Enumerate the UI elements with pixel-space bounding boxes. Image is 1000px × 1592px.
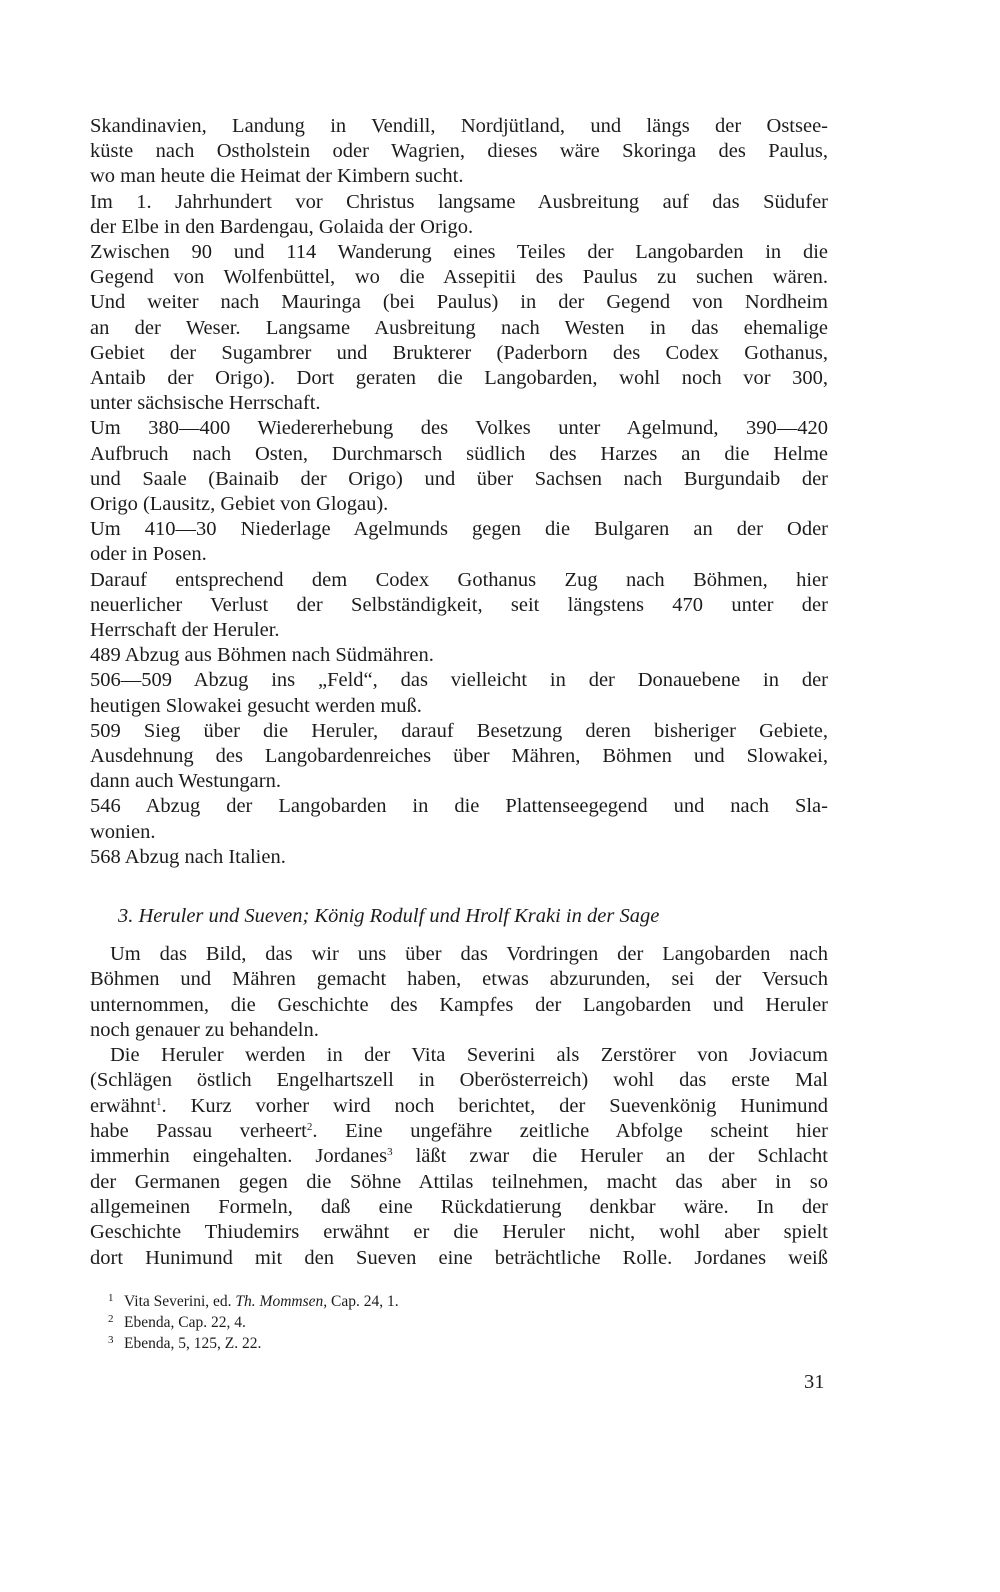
- chronology-list: [90, 114, 828, 870]
- text-line: Gegend von Wolfenbüttel, wo die Assepitii des Paulus zu suchen wären.: [90, 266, 828, 289]
- text-line: Skandinavien, Landung in Vendill, Nordjütland, und längs der Ostsee-: [90, 115, 828, 137]
- page-number: 31: [804, 1371, 825, 1393]
- footnote-text: Ebenda, Cap. 22, 4.: [124, 1314, 246, 1331]
- text-fragment: erwähnt: [90, 1094, 157, 1117]
- text-line: neuerlicher Verlust der Selbständigkeit, seit längstens 470 unter der: [90, 593, 828, 616]
- text-line: 506—509 Abzug ins „Feld“, das vielleicht in der Donauebene in der: [90, 669, 828, 692]
- footnote-reference[interactable]: 3: [387, 1146, 393, 1159]
- chronology-entry: [90, 190, 828, 240]
- text-line: wo man heute die Heimat der Kimbern sucht.: [90, 165, 464, 188]
- chronology-entry: [90, 668, 828, 718]
- text-line: oder in Posen.: [90, 543, 207, 566]
- text-line: unter sächsische Herrschaft.: [90, 392, 321, 415]
- text-line: Und weiter nach Mauringa (bei Paulus) in der Gegend von Nordheim: [90, 291, 828, 314]
- text-line: Geschichte Thiudemirs erwähnt er die Heruler nicht, wohl aber spielt: [90, 1221, 828, 1244]
- text-line: Aufbruch nach Osten, Durchmarsch südlich des Harzes an die Helme: [90, 442, 828, 465]
- chronology-entry: [90, 240, 828, 290]
- text-line: Origo (Lausitz, Gebiet von Glogau).: [90, 493, 389, 516]
- chronology-entry: [90, 719, 828, 795]
- text-line: und Saale (Bainaib der Origo) und über Sachsen nach Burgundaib der: [90, 467, 828, 490]
- text-line: 489 Abzug aus Böhmen nach Südmähren.: [90, 644, 434, 667]
- text-line: Böhmen und Mähren gemacht haben, etwas abzurunden, sei der Versuch: [90, 968, 828, 991]
- footnote-text: Cap. 24, 1.: [327, 1293, 399, 1310]
- text-line: [90, 1144, 828, 1169]
- footnote-text: Ebenda, 5, 125, Z. 22.: [124, 1335, 262, 1352]
- text-line: allgemeinen Formeln, daß eine Rückdatierung denkbar wäre. In der: [90, 1195, 828, 1218]
- text-line: (Schlägen östlich Engelhartszell in Oberösterreich) wohl das erste Mal: [90, 1069, 828, 1092]
- footnote-text: Vita Severini, ed.: [124, 1293, 236, 1310]
- text-line: Die Heruler werden in der Vita Severini als Zerstörer von Joviacum: [110, 1044, 828, 1067]
- text-line: küste nach Ostholstein oder Wagrien, dieses wäre Skoringa des Paulus,: [90, 140, 828, 163]
- text-line: der Elbe in den Bardengau, Golaida der Origo.: [90, 215, 474, 238]
- chronology-entry: [90, 517, 828, 567]
- text-line: dann auch Westungarn.: [90, 770, 281, 793]
- chronology-entry: [90, 568, 828, 644]
- text-fragment: . Kurz vorher wird noch berichtet, der Suevenkönig Hunimund: [161, 1094, 828, 1117]
- text-fragment: . Eine ungefähre zeitliche Abfolge scheint hier: [312, 1120, 828, 1143]
- text-fragment: läßt zwar die Heruler an der Schlacht: [392, 1145, 829, 1168]
- text-line: dort Hunimund mit den Sueven eine beträchtliche Rolle. Jordanes weiß: [90, 1246, 828, 1269]
- footnote-reference[interactable]: 2: [306, 1121, 313, 1134]
- text-line: [90, 1119, 828, 1144]
- text-line: heutigen Slowakei gesucht werden muß.: [90, 694, 422, 717]
- footnotes: [108, 1291, 399, 1354]
- text-line: wonien.: [90, 820, 156, 843]
- text-line: 568 Abzug nach Italien.: [90, 845, 286, 868]
- chronology-entry: [90, 114, 828, 190]
- chronology-entry: [90, 643, 828, 668]
- text-line: an der Weser. Langsame Ausbreitung nach Westen in das ehemalige: [90, 316, 828, 339]
- section-heading: 3. Heruler und Sueven; König Rodulf und Hrolf Kraki in der Sage: [118, 905, 660, 927]
- text-line: Darauf entsprechend dem Codex Gothanus Zug nach Böhmen, hier: [90, 568, 828, 591]
- text-line: Um 380—400 Wiedererhebung des Volkes unter Agelmund, 390—420: [90, 417, 828, 440]
- text-line: 509 Sieg über die Heruler, darauf Besetzung deren bisheriger Gebiete,: [90, 719, 828, 742]
- text-line: Zwischen 90 und 114 Wanderung eines Teiles der Langobarden in die: [90, 241, 828, 264]
- text-line: Herrschaft der Heruler.: [90, 619, 280, 642]
- body-text: [90, 942, 828, 1271]
- chronology-entry: [90, 845, 828, 870]
- footnote: 2 Ebenda, Cap. 22, 4.: [108, 1313, 246, 1331]
- text-line: Um 410—30 Niederlage Agelmunds gegen die Bulgaren an der Oder: [90, 518, 828, 541]
- chronology-entry: [90, 416, 828, 517]
- footnote-reference[interactable]: 1: [156, 1095, 162, 1108]
- text-line: Ausdehnung des Langobardenreiches über Mähren, Böhmen und Slowakei,: [90, 745, 828, 768]
- footnote: 1 Vita Severini, ed. Th. Mommsen, Cap. 24, 1.: [108, 1292, 399, 1310]
- text-line: unternommen, die Geschichte des Kampfes der Langobarden und Heruler: [90, 993, 828, 1016]
- footnote: 3 Ebenda, 5, 125, Z. 22.: [108, 1334, 262, 1352]
- text-line: 546 Abzug der Langobarden in die Plattenseegegend und nach Sla-: [90, 795, 828, 818]
- paragraph: [90, 1043, 828, 1271]
- paragraph: [90, 942, 828, 1043]
- text-line: Antaib der Origo). Dort geraten die Langobarden, wohl noch vor 300,: [90, 367, 828, 390]
- text-line: [90, 1094, 828, 1119]
- text-fragment: immerhin eingehalten. Jordanes: [90, 1145, 388, 1168]
- text-fragment: habe Passau verheert: [90, 1120, 307, 1143]
- text-line: Um das Bild, das wir uns über das Vordringen der Langobarden nach: [110, 943, 828, 965]
- text-line: Gebiet der Sugambrer und Brukterer (Paderborn des Codex Gothanus,: [90, 341, 828, 364]
- footnote-editor: Th. Mommsen,: [235, 1293, 328, 1310]
- text-line: noch genauer zu behandeln.: [90, 1018, 319, 1041]
- text-line: der Germanen gegen die Söhne Attilas teilnehmen, macht das aber in so: [90, 1170, 828, 1193]
- text-line: Im 1. Jahrhundert vor Christus langsame Ausbreitung auf das Südufer: [90, 190, 828, 213]
- chronology-entry: [90, 290, 828, 416]
- chronology-entry: [90, 794, 828, 844]
